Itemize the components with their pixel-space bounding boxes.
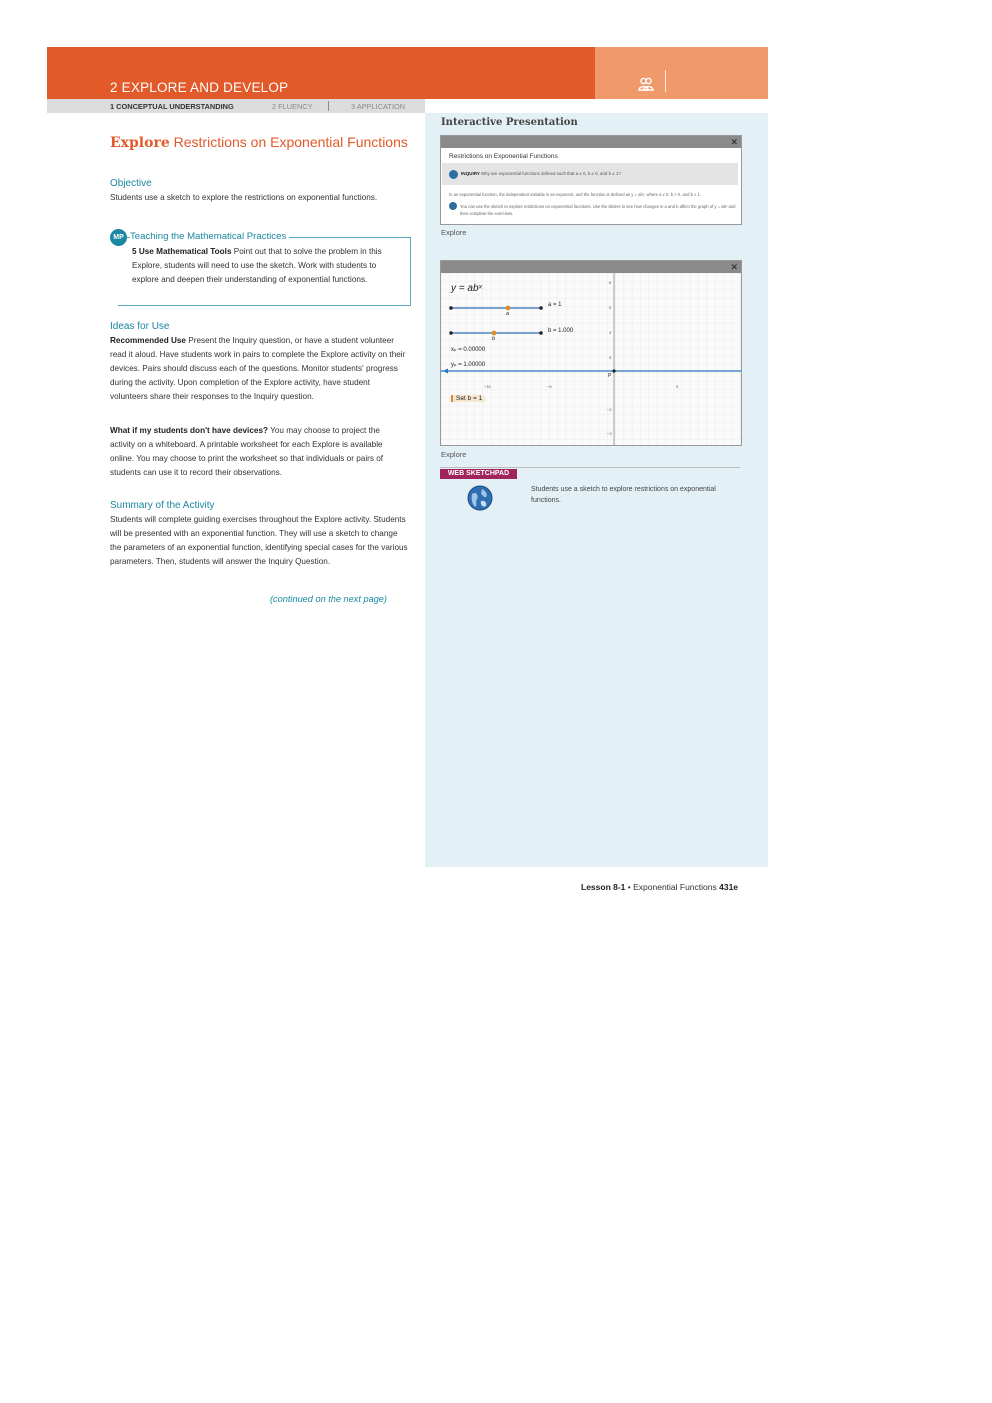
- formula-label: y = abˣ: [451, 283, 482, 294]
- math-practices-lead: 5 Use Mathematical Tools: [132, 247, 232, 256]
- y-tick-label: 4: [609, 330, 612, 335]
- slider-b-value[interactable]: b = 1.000: [548, 328, 574, 334]
- math-practices-text: [132, 245, 397, 287]
- y-tick-label: 3: [609, 355, 612, 360]
- y-tick-label: −3: [607, 431, 612, 436]
- section-header-accent: [595, 47, 768, 99]
- info-icon: [449, 202, 457, 210]
- web-sketchpad-tag: WEB SKETCHPAD: [440, 469, 517, 479]
- slider-a-value[interactable]: a = 1: [548, 302, 562, 308]
- y-tick-label: 5: [609, 305, 612, 310]
- section-title: 2 EXPLORE AND DEVELOP: [110, 80, 289, 95]
- continued-note: (continued on the next page): [270, 594, 387, 604]
- lesson-title-bold: Explore: [110, 135, 170, 151]
- slider-a-label: a: [506, 311, 510, 317]
- sketch-graph: [441, 273, 741, 445]
- shot1-line-1: In an exponential function, the independent variable is an exponent, and the function is defined as y = abˣ, where a ≠ 0, b > 0, and b ≠ 1.: [449, 192, 702, 197]
- point-label: P: [608, 373, 612, 379]
- tab-conceptual-understanding[interactable]: 1 CONCEPTUAL UNDERSTANDING: [110, 102, 234, 111]
- math-practices-heading: Teaching the Mathematical Practices: [130, 231, 289, 242]
- no-devices-lead: What if my students don't have devices?: [110, 426, 268, 435]
- mp-badge-icon: MP: [110, 229, 127, 246]
- footer-bullet: •: [625, 882, 634, 892]
- explore-screenshot-2[interactable]: [440, 260, 742, 446]
- x-tick-label: −5: [547, 384, 552, 389]
- slider-b-label: b: [492, 336, 496, 342]
- y-tick-label: 6: [609, 280, 612, 285]
- yp-readout: yₚ = 1.00000: [451, 362, 486, 368]
- footer-topic: Exponential Functions: [633, 882, 717, 892]
- shot1-title: Restrictions on Exponential Functions: [449, 153, 558, 160]
- xp-readout: xₚ = 0.00000: [451, 347, 486, 353]
- math-practices-body: Point out that to solve the problem in this Explore, students will need to use the sketch. Work with students to explore and deepen their understanding of exponential functions.: [132, 247, 382, 284]
- caption-explore-2: Explore: [441, 450, 467, 459]
- globe-icon[interactable]: [467, 485, 493, 511]
- no-devices-body: You may choose to project the activity on a whiteboard. A printable worksheet for each Explore is available online. You may choose to print the worksheet so that individuals or pairs of students can use it to record their observations.: [110, 426, 384, 477]
- web-sketchpad-description: Students use a sketch to explore restrictions on exponential functions.: [531, 486, 716, 504]
- tab-fluency[interactable]: 2 FLUENCY: [272, 102, 313, 111]
- summary-heading: Summary of the Activity: [110, 500, 215, 511]
- footer-lesson: Lesson 8-1: [581, 882, 626, 892]
- no-devices-text: [110, 424, 406, 480]
- inquiry-label: INQUIRY: [461, 171, 480, 176]
- x-tick-label: 5: [676, 384, 679, 389]
- people-icon: [638, 77, 654, 91]
- objective-heading: Objective: [110, 178, 152, 189]
- header-divider: [665, 70, 666, 92]
- x-tick-label: −10: [484, 384, 491, 389]
- close-icon: ✕: [730, 262, 738, 272]
- objective-text: Students use a sketch to explore the restrictions on exponential functions.: [110, 193, 378, 202]
- close-icon: ✕: [730, 137, 738, 147]
- sketchpad-divider: [440, 467, 740, 468]
- tab-application[interactable]: 3 APPLICATION: [351, 102, 406, 111]
- summary-text: Students will complete guiding exercises throughout the Explore activity. Students will be presented with an exponential function. They will use a sketch to change the parameters of an exponential function, identifying special cases for the various parameters. Then, students will answer the Inquiry Question.: [110, 515, 408, 566]
- lesson-title-rest: Restrictions on Exponential Functions: [169, 134, 408, 150]
- recommended-use-lead: Recommended Use: [110, 336, 186, 345]
- ideas-heading: Ideas for Use: [110, 321, 170, 332]
- inquiry-icon: [449, 170, 458, 179]
- tab-separator: [328, 101, 329, 111]
- page-footer: [581, 882, 738, 892]
- screenshot-titlebar: [441, 136, 741, 148]
- explore-screenshot-1[interactable]: [440, 135, 742, 225]
- shot1-line-2: You can use the sketch to explore restrictions on exponential functions. Use the sliders to see how changes in a and b affect the graph of y = abˣ and then complete the exercises.: [460, 204, 736, 216]
- y-tick-label: −2: [607, 407, 612, 412]
- screenshot-titlebar: [441, 261, 741, 273]
- caption-explore-1: Explore: [441, 228, 467, 237]
- interactive-presentation-heading: Interactive Presentation: [441, 117, 578, 128]
- recommended-use-text: [110, 334, 406, 404]
- set-b-button[interactable]: Set b = 1: [451, 395, 485, 402]
- recommended-use-body: Present the Inquiry question, or have a student volunteer read it aloud. Have students work in pairs to complete the Explore activity on their devices. Pairs should discuss each of the questions. Monitor students' progress during the activity. Upon completion of the Explore activity, have student volunteers share their responses to the Inquiry question.: [110, 336, 406, 401]
- inquiry-question: Why are exponential functions defined such that a ≠ 0, b ≠ 0, and b ≠ 1?: [481, 171, 621, 176]
- footer-page-number: 431e: [719, 882, 739, 892]
- lesson-title: [110, 134, 410, 152]
